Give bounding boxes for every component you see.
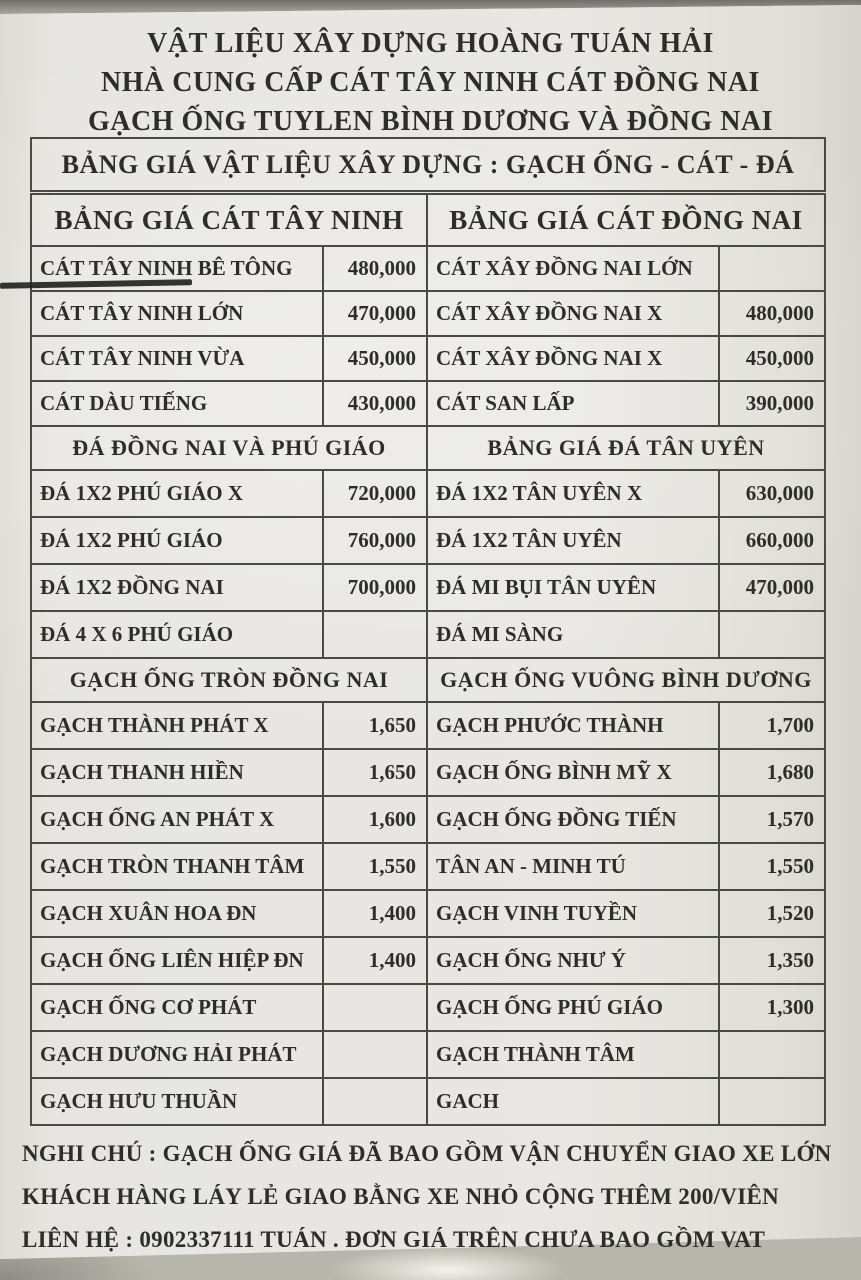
item-cell-left: CÁT DÀU TIẾNG <box>32 382 324 427</box>
item-cell-right: ĐÁ MI SÀNG <box>428 612 720 659</box>
price-cell-left: 1,550 <box>324 844 428 891</box>
section-header-right: BẢNG GIÁ CÁT ĐỒNG NAI <box>428 195 824 247</box>
title-line-2: NHÀ CUNG CẤP CÁT TÂY NINH CÁT ĐỒNG NAI <box>101 67 760 98</box>
table-row <box>32 518 824 565</box>
price-cell-right: 1,550 <box>720 844 824 891</box>
price-cell-left: 470,000 <box>324 292 428 337</box>
item-cell-right: GẠCH PHƯỚC THÀNH <box>428 703 720 750</box>
price-cell-right: 390,000 <box>720 382 824 427</box>
item-cell-left: GẠCH XUÂN HOA ĐN <box>32 891 324 938</box>
item-cell-left: CÁT TÂY NINH LỚN <box>32 292 324 337</box>
title-line-1: VẬT LIỆU XÂY DỰNG HOÀNG TUÁN HẢI <box>147 28 714 59</box>
item-cell-right: ĐÁ 1X2 TÂN UYÊN X <box>428 471 720 518</box>
price-cell-right: 480,000 <box>720 292 824 337</box>
item-cell-right: GACH <box>428 1079 720 1126</box>
item-cell-right: GẠCH ỐNG NHƯ Ý <box>428 938 720 985</box>
price-cell-left: 760,000 <box>324 518 428 565</box>
footer-notes <box>22 1132 832 1261</box>
price-cell-left: 430,000 <box>324 382 428 427</box>
item-cell-left: GẠCH THÀNH PHÁT X <box>32 703 324 750</box>
item-cell-left: GẠCH DƯƠNG HẢI PHÁT <box>32 1032 324 1079</box>
item-cell-left: ĐÁ 1X2 ĐỒNG NAI <box>32 565 324 612</box>
section-header-row <box>32 427 824 471</box>
table-row <box>32 471 824 518</box>
item-cell-left: GẠCH ỐNG AN PHÁT X <box>32 797 324 844</box>
item-cell-left: CÁT TÂY NINH VỪA <box>32 337 324 382</box>
price-cell-right: 1,520 <box>720 891 824 938</box>
price-cell-right <box>720 247 824 292</box>
table-row <box>32 891 824 938</box>
table-row <box>32 1079 824 1126</box>
item-cell-left: GẠCH THANH HIỀN <box>32 750 324 797</box>
price-cell-left <box>324 985 428 1032</box>
item-cell-right: ĐÁ 1X2 TÂN UYÊN <box>428 518 720 565</box>
item-cell-left: ĐÁ 1X2 PHÚ GIÁO X <box>32 471 324 518</box>
table-row <box>32 292 824 337</box>
table-row <box>32 797 824 844</box>
price-cell-right <box>720 1079 824 1126</box>
section-header-left: BẢNG GIÁ CÁT TÂY NINH <box>32 195 428 247</box>
item-cell-right: ĐÁ MI BỤI TÂN UYÊN <box>428 565 720 612</box>
section-header-row <box>32 195 824 247</box>
item-cell-right: CÁT SAN LẤP <box>428 382 720 427</box>
price-cell-left <box>324 612 428 659</box>
price-cell-right: 630,000 <box>720 471 824 518</box>
item-cell-right: CÁT XÂY ĐỒNG NAI LỚN <box>428 247 720 292</box>
table-row <box>32 612 824 659</box>
price-cell-left <box>324 1032 428 1079</box>
item-cell-right: TÂN AN - MINH TÚ <box>428 844 720 891</box>
price-cell-left: 1,400 <box>324 938 428 985</box>
price-cell-right: 470,000 <box>720 565 824 612</box>
price-cell-left: 1,650 <box>324 750 428 797</box>
price-cell-left: 1,650 <box>324 703 428 750</box>
item-cell-left: GẠCH ỐNG LIÊN HIỆP ĐN <box>32 938 324 985</box>
price-table <box>30 193 826 1126</box>
item-cell-left: ĐÁ 4 X 6 PHÚ GIÁO <box>32 612 324 659</box>
item-cell-right: GẠCH ỐNG ĐỒNG TIẾN <box>428 797 720 844</box>
table-row <box>32 985 824 1032</box>
price-cell-right: 1,350 <box>720 938 824 985</box>
table-row <box>32 337 824 382</box>
price-cell-right: 1,700 <box>720 703 824 750</box>
price-list-banner: BẢNG GIÁ VẬT LIỆU XÂY DỰNG : GẠCH ỐNG - CÁT - ĐÁ <box>30 137 826 192</box>
table-row <box>32 938 824 985</box>
item-cell-right: CÁT XÂY ĐỒNG NAI X <box>428 292 720 337</box>
note-line-1: NGHI CHÚ : GẠCH ỐNG GIÁ ĐÃ BAO GỒM VẬN CHUYỂN GIAO XE LỚN <box>22 1141 832 1166</box>
price-cell-left: 700,000 <box>324 565 428 612</box>
price-cell-left: 450,000 <box>324 337 428 382</box>
section-header-left: ĐÁ ĐỒNG NAI VÀ PHÚ GIÁO <box>32 427 428 471</box>
price-cell-left: 480,000 <box>324 247 428 292</box>
table-row <box>32 565 824 612</box>
item-cell-right: GẠCH ỐNG PHÚ GIÁO <box>428 985 720 1032</box>
table-row <box>32 1032 824 1079</box>
table-row <box>32 844 824 891</box>
price-cell-right <box>720 1032 824 1079</box>
section-header-right: BẢNG GIÁ ĐÁ TÂN UYÊN <box>428 427 824 471</box>
item-cell-left: ĐÁ 1X2 PHÚ GIÁO <box>32 518 324 565</box>
table-row <box>32 750 824 797</box>
note-line-2: KHÁCH HÀNG LÁY LẺ GIAO BẰNG XE NHỎ CỘNG THÊM 200/VIÊN <box>22 1184 780 1209</box>
item-cell-left: CÁT TÂY NINH BÊ TÔNG <box>32 247 324 292</box>
section-header-left: GẠCH ỐNG TRÒN ĐỒNG NAI <box>32 659 428 703</box>
item-cell-right: CÁT XÂY ĐỒNG NAI X <box>428 337 720 382</box>
note-line-3: LIÊN HỆ : 0902337111 TUÁN . ĐƠN GIÁ TRÊN CHƯA BAO GỒM VAT <box>22 1227 766 1252</box>
price-cell-left: 1,600 <box>324 797 428 844</box>
price-cell-left: 720,000 <box>324 471 428 518</box>
section-header-row <box>32 659 824 703</box>
price-cell-right <box>720 612 824 659</box>
page-title <box>0 24 861 141</box>
price-cell-right: 660,000 <box>720 518 824 565</box>
price-cell-right: 1,570 <box>720 797 824 844</box>
price-cell-right: 1,680 <box>720 750 824 797</box>
item-cell-left: GẠCH ỐNG CƠ PHÁT <box>32 985 324 1032</box>
table-row <box>32 382 824 427</box>
item-cell-left: GẠCH HƯU THUẦN <box>32 1079 324 1126</box>
price-cell-left <box>324 1079 428 1126</box>
price-cell-right: 450,000 <box>720 337 824 382</box>
price-cell-right: 1,300 <box>720 985 824 1032</box>
item-cell-left: GẠCH TRÒN THANH TÂM <box>32 844 324 891</box>
table-row <box>32 703 824 750</box>
item-cell-right: GẠCH VINH TUYỀN <box>428 891 720 938</box>
title-line-3: GẠCH ỐNG TUYLEN BÌNH DƯƠNG VÀ ĐỒNG NAI <box>87 106 774 137</box>
section-header-right: GẠCH ỐNG VUÔNG BÌNH DƯƠNG <box>428 659 824 703</box>
price-cell-left: 1,400 <box>324 891 428 938</box>
item-cell-right: GẠCH ỐNG BÌNH MỸ X <box>428 750 720 797</box>
item-cell-right: GẠCH THÀNH TÂM <box>428 1032 720 1079</box>
